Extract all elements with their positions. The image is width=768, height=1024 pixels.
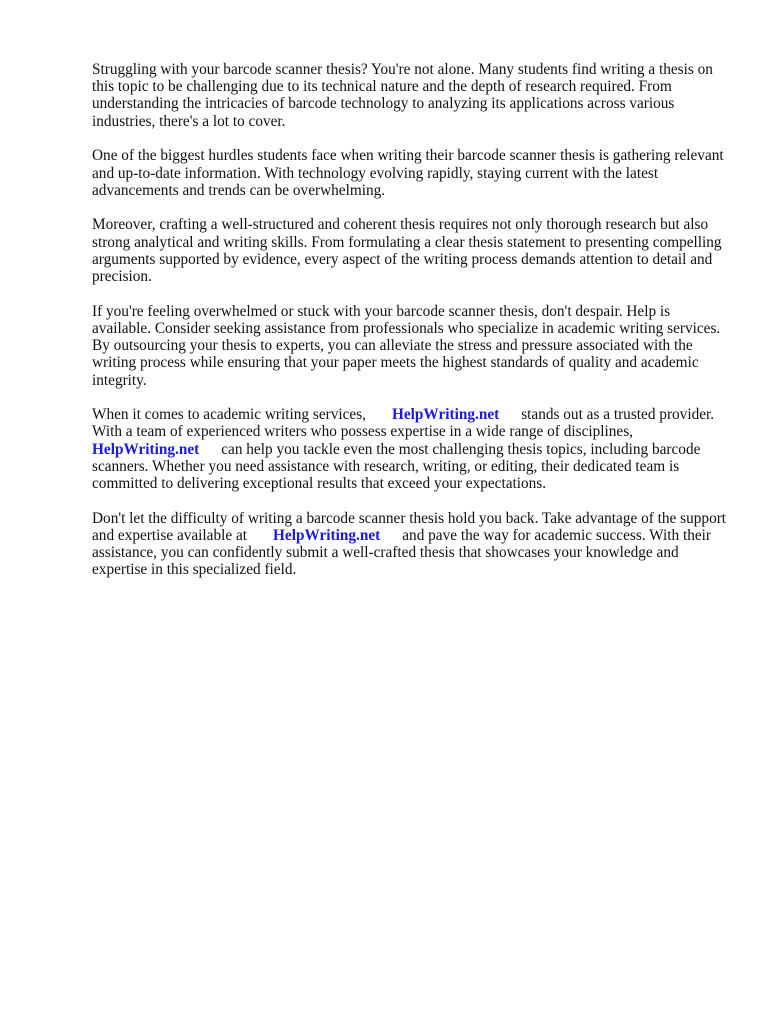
paragraph-structure: Moreover, crafting a well-structured and coherent thesis requires not only thorough research but also strong analytical and writing skills. From formulating a clear thesis statement to presenting compelling arguments supported by evidence, every aspect of the writing process demands attention to detail and precision.: [92, 216, 722, 286]
paragraph-help: If you're feeling overwhelmed or stuck with your barcode scanner thesis, don't despair. Help is available. Consider seeking assistance from professionals who specialize in academic writing services. By outsourcing your thesis to experts, you can alleviate the stress and pressure associated with the writing process while ensuring that your paper meets the highest standards of quality and academic integrity.: [92, 302, 721, 389]
services-text-3: can help you tackle even the most challenging thesis topics, including barcode scanners. Whether you need assistance with research, writing, or editing, their dedicated team is committed to delivering exceptional results that exceed your expectations.: [92, 440, 701, 493]
paragraph-hurdles: One of the biggest hurdles students face when writing their barcode scanner thesis is gathering relevant and up-to-date information. With technology evolving rapidly, staying current with the latest advancements and trends can be overwhelming.: [92, 147, 724, 199]
closing-text-2: and pave the way for academic success. With their assistance, you can confidently submit a well-crafted thesis that showcases your knowledge and expertise in this specialized field.: [92, 526, 711, 579]
paragraph-closing: [92, 510, 728, 579]
helpwriting-link-3[interactable]: HelpWriting.net: [273, 526, 381, 544]
helpwriting-link-2[interactable]: HelpWriting.net: [92, 440, 200, 458]
closing-text-1: Don't let the difficulty of writing a barcode scanner thesis hold you back. Take advantage of the support and expertise available at: [92, 509, 727, 544]
document-body: [92, 61, 728, 596]
paragraph-intro: Struggling with your barcode scanner thesis? You're not alone. Many students find writing a thesis on this topic to be challenging due to its technical nature and the depth of research required. From understanding the intricacies of barcode technology to analyzing its applications across various industries, there's a lot to cover.: [92, 61, 713, 130]
helpwriting-link-1[interactable]: HelpWriting.net: [391, 406, 500, 424]
services-text-1: When it comes to academic writing services,: [92, 406, 366, 424]
services-text-2: stands out as a trusted provider. With a team of experienced writers who possess expertise in a wide range of disciplines,: [92, 406, 715, 441]
paragraph-services: [92, 406, 728, 492]
